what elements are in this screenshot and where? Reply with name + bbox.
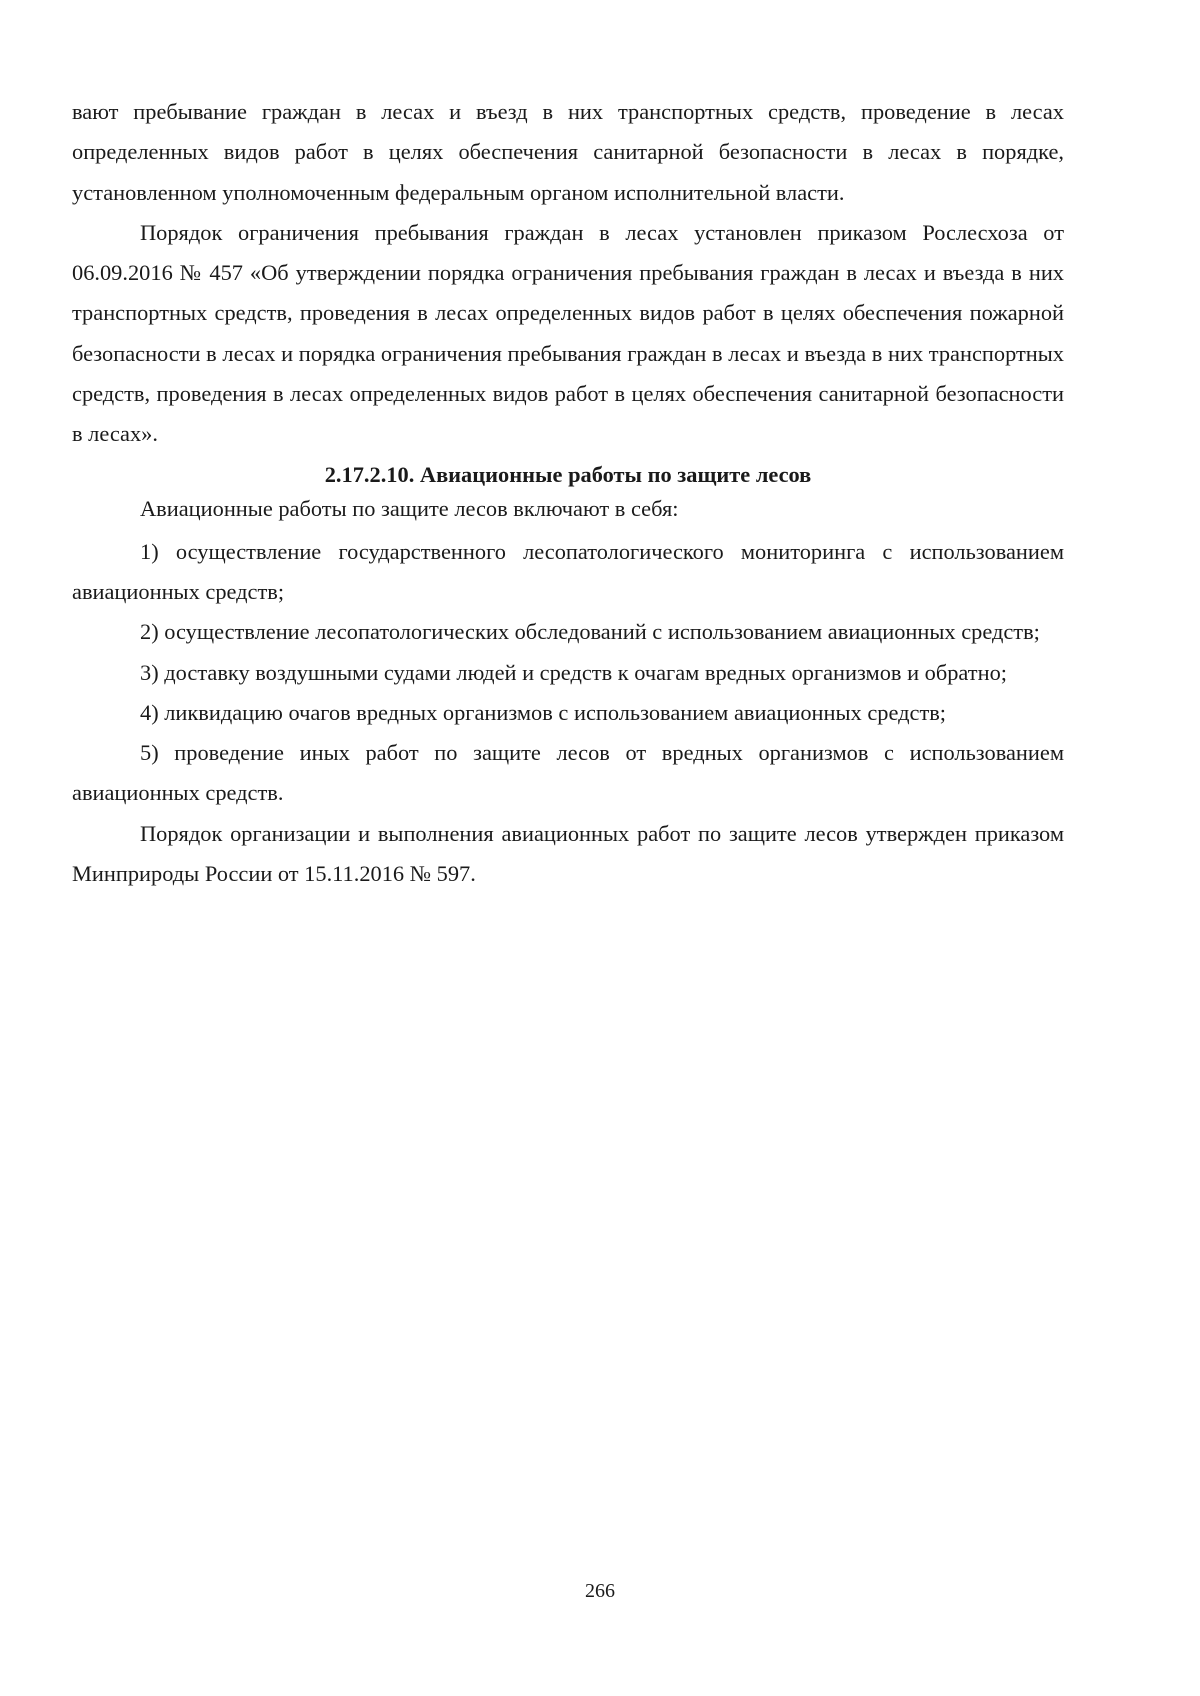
document-page <box>72 92 1064 894</box>
list-item: 5) проведение иных работ по защите лесов от вредных организмов с использованием авиационных средств. <box>72 740 1064 806</box>
list-item: 1) осуществление государственного лесопатологического мониторинга с использованием авиационных средств; <box>72 538 1064 604</box>
paragraph-order-restriction: Порядок ограничения пребывания граждан в лесах установлен приказом Рослесхоза от 06.09.2016 № 457 «Об утверждении порядка ограничения пребывания граждан в лесах и въезда в них транспортных средств, проведения в лесах определенных видов работ в целях обеспечения пожарной безопасности в лесах и порядка ограничения пребывания граждан в лесах и въезда в них транспортных средств, проведения в лесах определенных видов работ в целях обеспечения санитарной безопасности в лесах». <box>72 219 1064 447</box>
section-intro: Авиационные работы по защите лесов включают в себя: <box>140 495 679 521</box>
list-item: 4) ликвидацию очагов вредных организмов с использованием авиационных средств; <box>140 699 947 725</box>
paragraph-continuation: вают пребывание граждан в лесах и въезд в них транспортных средств, проведение в лесах определенных видов работ в целях обеспечения санитарной безопасности в лесах в порядке, установленном уполномоченным федеральным органом исполнительной власти. <box>72 99 1064 205</box>
section-heading: 2.17.2.10. Авиационные работы по защите лесов <box>324 461 812 487</box>
paragraph-closing: Порядок организации и выполнения авиационных работ по защите лесов утвержден приказом Минприроды России от 15.11.2016 № 597. <box>72 820 1064 887</box>
list-item: 3) доставку воздушными судами людей и средств к очагам вредных организмов и обратно; <box>140 659 1007 685</box>
list-item: 2) осуществление лесопатологических обследований с использованием авиационных средств; <box>140 619 1040 645</box>
page-number: 266 <box>585 1580 615 1602</box>
